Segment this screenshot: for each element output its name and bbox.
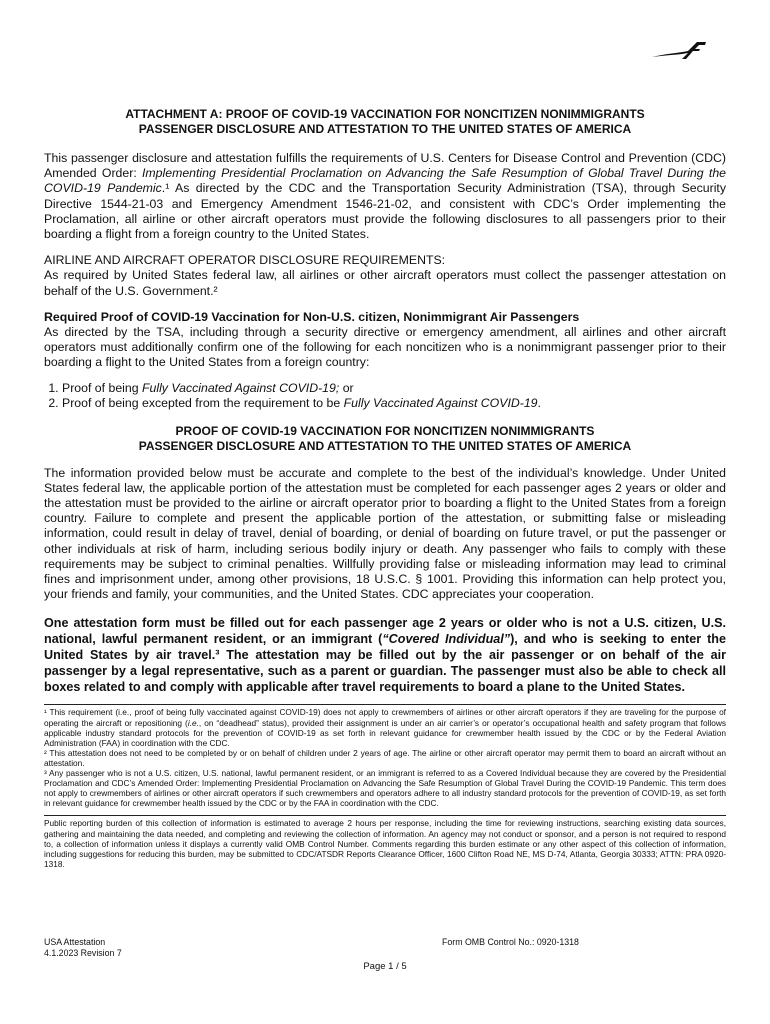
list-item-text: Proof of being excepted from the requirement to be [62,396,344,411]
disclosure-title: AIRLINE AND AIRCRAFT OPERATOR DISCLOSURE REQUIREMENTS: [44,253,446,268]
disclosure-text: As required by United States federal law, all airlines or other aircraft operators must collect the passenger attestation on behalf of the U.S. Government.² [44,268,726,298]
list-item-text: Proof of being [62,380,142,395]
footnote-1-text: ¹ This requirement (i.e., proof of being fully vaccinated against COVID-19) does not apply to crewmembers of airlines or other aircraft operators if they are traveling for the purpose of operating the aircraft or repositioning ( [44,707,726,728]
list-item [62,381,726,397]
attachment-heading [44,107,726,137]
intro-text-2: .¹ As directed by the CDC and the Transportation Security Administration (TSA), through Security Directive 1544-21-03 and Emergency Amendment 1546-21-02, and consistent with CDC’s Order implementing the Proclamation, all airline or other aircraft operators must provide the following disclosures to all passengers prior to their boarding a flight from a foreign country to the United States. [44,181,726,242]
list-item-emphasis: Fully Vaccinated Against COVID-19; [141,380,340,395]
required-proof-title: Required Proof of COVID-19 Vaccination for Non-U.S. citizen, Nonimmigrant Air Passengers [44,309,580,324]
pra-divider [44,815,726,816]
list-item-emphasis: Fully Vaccinated Against COVID-19 [343,396,538,411]
form-name: USA Attestation [44,937,106,947]
covered-individual-term: “Covered Individual” [382,632,511,647]
information-paragraph: The information provided below must be accurate and complete to the best of the individual’s knowledge. Under United States federal law, the applicable portion of the attestation must be completed for each passenger ages 2 years or older and the attestation must be provided to the airline or aircraft operator prior to boarding a flight to the United States from a foreign country. Failure to complete and present the applicable portion of the attestation, or submitting false or misleading information, could result in delay of travel, denial of boarding, or denial of boarding on future travel, or put the passenger or other individuals at risk of harm, including serious bodily injury or death. Any passenger who fails to comply with these requirements may be subject to criminal penalties. Willfully providing false or misleading information may lead to criminal fines and imprisonment under, among other provisions, 18 U.S.C. § 1001. Providing this information can help protect you, your friends and family, your communities, and the United States. CDC appreciates your cooperation. [44,465,726,602]
list-item [62,396,726,412]
omb-control-number: Form OMB Control No.: 0920-1318 [442,937,579,947]
footnote-1 [44,707,726,747]
revision-date: 4.1.2023 Revision 7 [44,948,122,958]
footnote-2: ² This attestation does not need to be completed by or on behalf of children under 2 years of age. The airline or other aircraft operator may permit them to board an aircraft without an attestation. [44,747,726,768]
heading-line-1: ATTACHMENT A: PROOF OF COVID-19 VACCINATION FOR NONCITIZEN NONIMMIGRANTS [125,107,645,121]
airline-logo-icon [652,40,706,60]
proof-options-list [44,381,726,412]
attestation-text-2: ), and who is seeking to enter the United States by air travel.³ The attestation may be filled out by the air passenger or on behalf of the air passenger by a legal representative, such as a parent or guardian. The passenger must also be able to check all boxes related to and comply with applicable after travel requirements to board a plane to the United States. [44,632,726,695]
intro-text-1: This passenger disclosure and attestation fulfills the requirements of U.S. Centers for Disease Control and Prevention (CDC) Amended Order: [44,151,726,181]
required-proof-text: As directed by the TSA, including through a security directive or emergency amendment, all airlines and other aircraft operators must additionally confirm one of the following for each noncitizen who is a nonimmigrant passenger prior to their boarding a flight to the United States from a foreign country: [44,325,726,370]
intro-paragraph [44,151,726,242]
footer-left [44,937,122,959]
main-content [44,107,726,869]
list-item-suffix: or [339,380,354,395]
required-proof-section [44,310,726,371]
footnote-1-text-2: , on “deadhead” status), provided their assignment is under an air carrier’s or operator’s occupational health and safety program that follows applicable industry standard protocols for the prevention of COVID-19 as set forth in relevant guidance for crewmember health issued by the CDC or by the Federal Aviation Administration (FAA) in coordination with the CDC. [44,717,726,748]
attestation-text-1: One attestation form must be filled out for each passenger age 2 years or older who is not a U.S. citizen, U.S. national, lawful permanent resident, or an immigrant ( [44,616,726,647]
proof-heading-line-2: PASSENGER DISCLOSURE AND ATTESTATION TO THE UNITED STATES OF AMERICA [138,438,632,453]
footnote-1-emphasis: i.e. [187,717,199,728]
order-title: Implementing Presidential Proclamation on Advancing the Safe Resumption of Global Travel During the COVID-19 Pandemic [44,166,726,196]
footnotes [44,707,726,808]
burden-statement: Public reporting burden of this collection of information is estimated to average 2 hours per response, including the time for reviewing instructions, searching existing data sources, gathering and maintaining the data needed, and completing and reviewing the collection of information. An agency may not conduct or sponsor, and a person is not required to respond to, a collection of information unless it displays a currently valid OMB Control Number. Comments regarding this burden estimate or any other aspect of this collection of information, including suggestions for reducing this burden, may be submitted to CDC/ATSDR Reports Clearance Officer, 1600 Clifton Road NE, MS D-74, Atlanta, Georgia 30333; ATTN: PRA 0920-1318. [44,818,726,869]
footnote-3: ³ Any passenger who is not a U.S. citizen, U.S. national, lawful permanent resident, or an immigrant is referred to as a Covered Individual because they are covered by the Presidential Proclamation and CDC’s Amended Order: Implementing Presidential Proclamation on Advancing the Safe Resumption of Global Travel During the COVID-19 Pandemic. This term does not apply to crewmembers of airlines or other aircraft operators if such crewmembers and operators adhere to all industry standard protocols for the prevention of COVID-19, as set forth in relevant guidance for crewmember health issued by the CDC or by the FAA in coordination with the CDC. [44,768,726,809]
page-number: Page 1 / 5 [363,961,407,972]
attestation-paragraph [44,615,726,695]
disclosure-section [44,253,726,299]
heading-line-2: PASSENGER DISCLOSURE AND ATTESTATION TO THE UNITED STATES OF AMERICA [138,122,632,136]
proof-heading-line-1: PROOF OF COVID-19 VACCINATION FOR NONCITIZEN NONIMMIGRANTS [175,423,595,438]
proof-heading [44,424,726,454]
footnote-divider [44,704,726,705]
list-item-suffix: . [537,396,541,411]
